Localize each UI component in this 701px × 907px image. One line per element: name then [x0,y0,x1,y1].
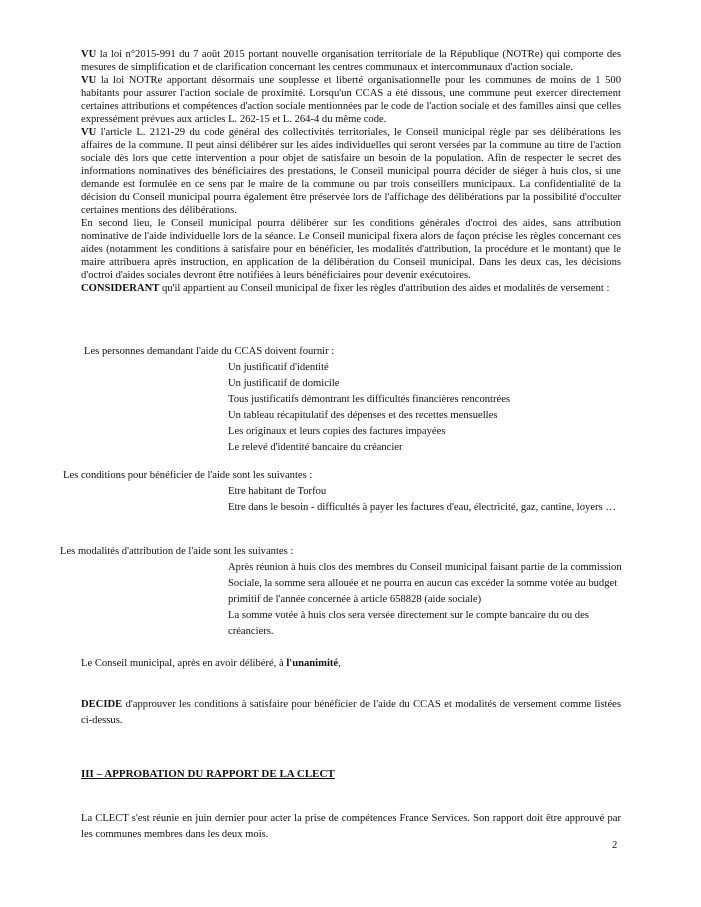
documents-intro: Les personnes demandant l'aide du CCAS doivent fournir : [84,346,335,357]
list-item: Les originaux et leurs copies des factures impayées [228,426,446,437]
preamble-block [81,48,621,295]
second-lieu-text: En second lieu, le Conseil municipal pourra délibérer sur les conditions générales d'octroi des aides, sans attribution nominative de l'aide individuelle lors de la séance. Le Conseil municipal fixera alors de façon précise les règles concernant ces aides (notamment les conditions à satisfaire pour en bénéficier, les modalités d'attribution, la procédure et le montant) que le maire attribuera après instruction, en application de la délibération du Conseil municipal. Dans les deux cas, les décisions d'octroi d'aides sociales devront être notifiées à leurs bénéficiaires pour devenir exécutoires. [81,218,621,281]
list-item: Après réunion à huis clos des membres du Conseil municipal faisant partie de la commission Sociale, la somme sera allouée et ne pourra en aucun cas excéder la somme votée au budget primitif de l'année concernée à article 658828 (aide sociale) [228,562,622,605]
unanimity-label: l'unanimité [286,658,339,669]
decide-text: d'approuver les conditions à satisfaire pour bénéficier de l'aide du CCAS et modalités de versement comme listées ci-dessus. [81,699,621,726]
list-item: Tous justificatifs démontrant les difficultés financières rencontrées [228,394,511,405]
considerant-text: qu'il appartient au Conseil municipal de fixer les règles d'attribution des aides et modalités de versement : [159,283,610,294]
second-lieu-paragraph [81,217,621,282]
considerant-paragraph [81,282,621,295]
section-title: III – APPROBATION DU RAPPORT DE LA CLECT [81,768,335,780]
vu-label: VU [81,75,97,86]
vu-text: la loi n°2015-991 du 7 août 2015 portant nouvelle organisation territoriale de la République (NOTRe) qui comporte des mesures de simplification et de clarification concernant les centres communaux et intercommunaux d'action sociale. [81,49,621,73]
list-item: Etre habitant de Torfou [228,486,327,497]
clect-paragraph: La CLECT s'est réunie en juin dernier pour acter la prise de compétences France Services. Son rapport doit être approuvé par les communes membres dans les deux mois. [81,813,621,840]
vu-text: la loi NOTRe apportant désormais une souplesse et liberté organisationnelle pour les communes de moins de 1 500 habitants pour assurer l'action sociale de proximité. Lorsqu'un CCAS a été dissous, une commune peut exercer directement certaines attributions et compétences d'action sociale mentionnées par le code de l'action sociale et des familles ainsi que celles expressément prévues aux articles L. 262-15 et L. 264-4 du même code. [81,75,621,125]
list-item: La somme votée à huis clos sera versée directement sur le compte bancaire du ou des créanciers. [228,610,589,637]
modalities-intro: Les modalités d'attribution de l'aide sont les suivantes : [60,546,294,557]
list-item: Un justificatif de domicile [228,378,340,389]
list-item: Le relevé d'identité bancaire du créancier [228,442,403,453]
vu-label: VU [81,49,97,60]
modalities-list [228,560,623,640]
conditions-list [228,484,623,516]
list-item: Un justificatif d'identité [228,362,329,373]
vu-label: VU [81,127,97,138]
list-item: Etre dans le besoin - difficultés à payer les factures d'eau, électricité, gaz, cantine, loyers … [228,502,616,513]
deliberation-line [81,656,341,672]
vu-article-paragraph [81,126,621,217]
documents-list [228,360,628,456]
conditions-intro: Les conditions pour bénéficier de l'aide sont les suivantes : [63,470,313,481]
vu-notre-paragraph [81,48,621,74]
decide-paragraph [81,697,621,729]
considerant-label: CONSIDERANT [81,283,160,294]
decide-label: DECIDE [81,699,123,710]
list-item: Un tableau récapitulatif des dépenses et des recettes mensuelles [228,410,498,421]
page-number: 2 [612,840,618,851]
deliberation-text: Le Conseil municipal, après en avoir délibéré, à [81,658,287,669]
vu-notre-souplesse-paragraph [81,74,621,126]
vu-text: l'article L. 2121-29 du code général des collectivités territoriales, le Conseil municipal règle par ses délibérations les affaires de la commune. Il peut ainsi délibérer sur les aides individuelles qui seront versées par la commune au titre de l'action sociale dès lors que cette intervention a pour objet de satisfaire un besoin de la population. Afin de respecter le secret des informations nominatives des bénéficiaires des prestations, le Conseil municipal pourra décider de siéger à huis clos, si une demande est formulée en ce sens par le maire de la commune ou par trois conseillers municipaux. La confidentialité de la décision du Conseil municipal pourra également être préservée lors de l'affichage des délibérations par la possibilité d'occulter certaines mentions des délibérations. [81,127,621,216]
deliberation-end: , [338,658,341,669]
